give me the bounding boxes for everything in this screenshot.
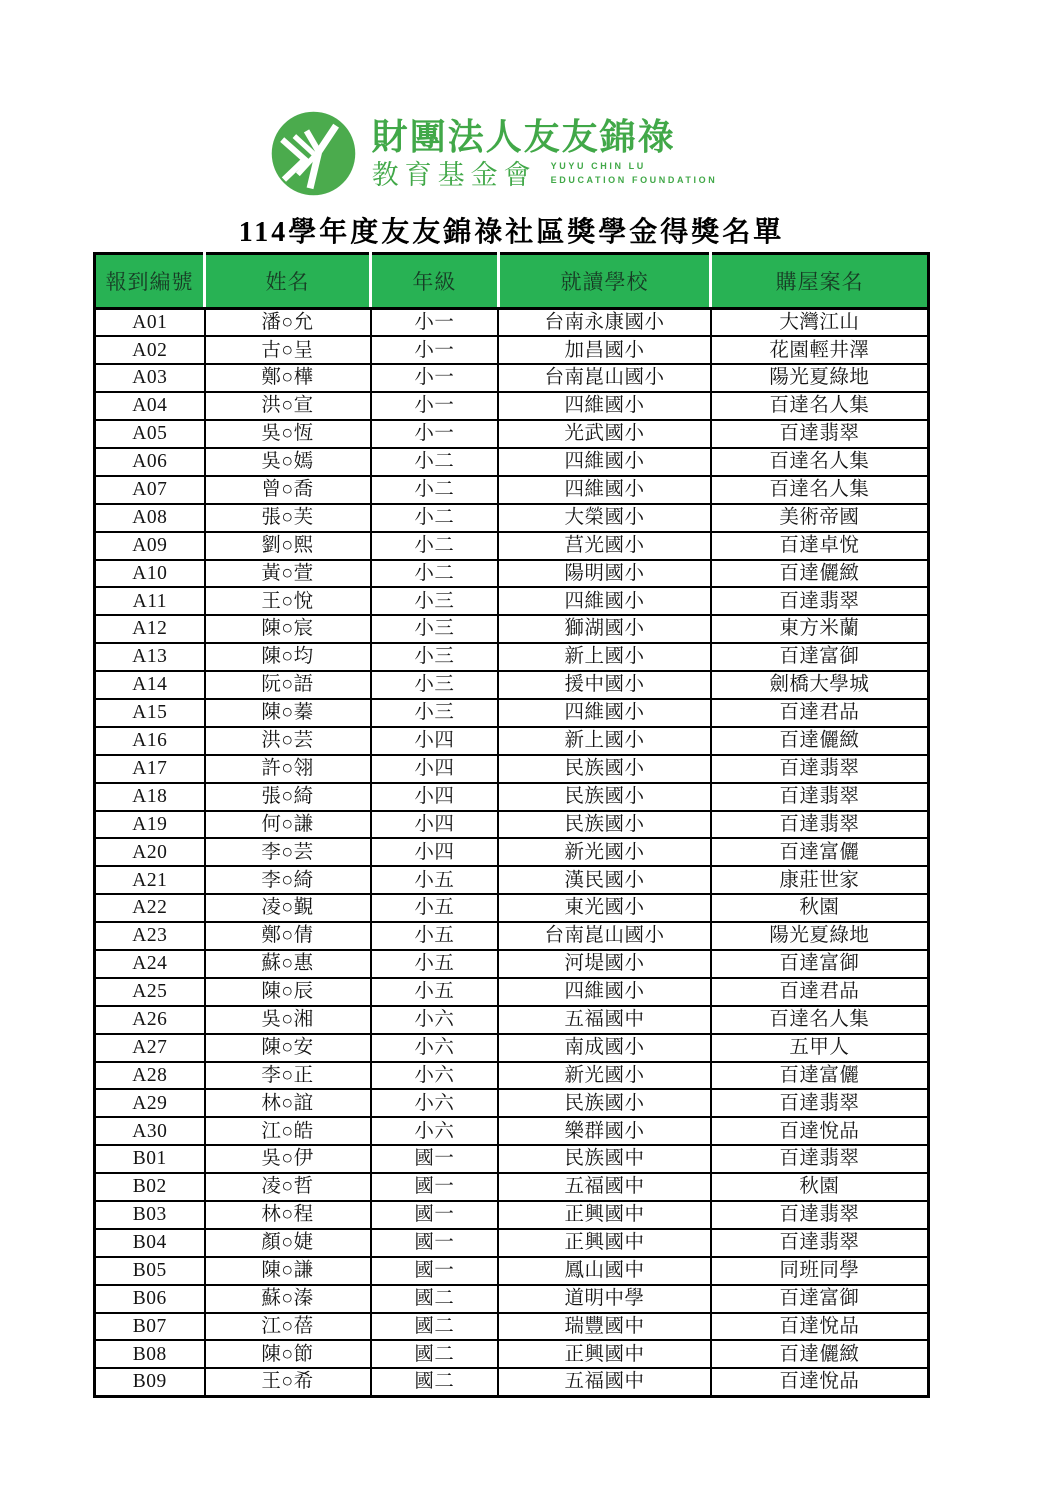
cell-grade: 小一 [371,364,499,392]
org-subname: 教育基金會 [371,159,537,190]
cell-checkin-id: A27 [95,1034,205,1062]
cell-grade: 國一 [371,1173,499,1201]
cell-grade: 國二 [371,1285,499,1313]
cell-checkin-id: A22 [95,894,205,922]
table-header-row [95,254,929,309]
cell-checkin-id: A05 [95,420,205,448]
cell-grade: 小六 [371,1006,499,1034]
cell-checkin-id: A29 [95,1089,205,1117]
cell-project: 百達儷緻 [711,560,929,588]
cell-project: 同班同學 [711,1257,929,1285]
table-row [95,894,929,922]
cell-school: 援中國小 [498,671,711,699]
table-row [95,1229,929,1257]
cell-school: 民族國中 [498,1145,711,1173]
cell-project: 劍橋大學城 [711,671,929,699]
cell-checkin-id: B01 [95,1145,205,1173]
cell-name: 劉○熙 [205,532,371,560]
cell-project: 百達儷緻 [711,1340,929,1368]
cell-grade: 小二 [371,532,499,560]
cell-project: 百達名人集 [711,1006,929,1034]
cell-grade: 小四 [371,838,499,866]
cell-project: 百達翡翠 [711,1229,929,1257]
org-en-line1: YUYU CHIN LU [550,160,646,171]
cell-grade: 小四 [371,783,499,811]
table-row [95,1257,929,1285]
cell-school: 五福國中 [498,1006,711,1034]
cell-grade: 小六 [371,1034,499,1062]
cell-project: 百達富儷 [711,1062,929,1090]
cell-name: 古○呈 [205,336,371,364]
cell-grade: 國一 [371,1145,499,1173]
cell-name: 鄭○樺 [205,364,371,392]
cell-project: 百達儷緻 [711,727,929,755]
cell-name: 陳○均 [205,643,371,671]
cell-grade: 小六 [371,1089,499,1117]
cell-school: 光武國小 [498,420,711,448]
cell-name: 林○程 [205,1201,371,1229]
cell-name: 蘇○溱 [205,1285,371,1313]
table-row [95,448,929,476]
table-row [95,1285,929,1313]
cell-name: 江○皓 [205,1117,371,1145]
cell-school: 民族國小 [498,811,711,839]
cell-name: 潘○允 [205,309,371,337]
cell-school: 大榮國小 [498,504,711,532]
cell-grade: 小二 [371,560,499,588]
cell-checkin-id: A17 [95,755,205,783]
cell-school: 正興國中 [498,1229,711,1257]
cell-school: 河堤國小 [498,950,711,978]
cell-checkin-id: A19 [95,811,205,839]
cell-school: 台南永康國小 [498,309,711,337]
cell-name: 陳○蓁 [205,699,371,727]
cell-name: 陳○節 [205,1340,371,1368]
table-row [95,420,929,448]
cell-name: 王○希 [205,1368,371,1396]
cell-grade: 小三 [371,615,499,643]
table-row [95,783,929,811]
cell-project: 五甲人 [711,1034,929,1062]
cell-name: 吳○嫣 [205,448,371,476]
table-row [95,950,929,978]
cell-name: 洪○芸 [205,727,371,755]
cell-checkin-id: A06 [95,448,205,476]
awards-table [93,252,930,1398]
cell-checkin-id: B09 [95,1368,205,1396]
cell-school: 漢民國小 [498,866,711,894]
cell-grade: 小四 [371,755,499,783]
table-row [95,476,929,504]
cell-project: 百達翡翠 [711,783,929,811]
cell-checkin-id: A09 [95,532,205,560]
cell-school: 新上國小 [498,643,711,671]
cell-project: 百達名人集 [711,392,929,420]
cell-name: 鄭○倩 [205,922,371,950]
table-row [95,1034,929,1062]
cell-grade: 小一 [371,336,499,364]
cell-school: 正興國中 [498,1201,711,1229]
cell-school: 東光國小 [498,894,711,922]
cell-school: 民族國小 [498,783,711,811]
cell-project: 陽光夏綠地 [711,364,929,392]
cell-checkin-id: B03 [95,1201,205,1229]
cell-project: 陽光夏綠地 [711,922,929,950]
cell-name: 凌○覲 [205,894,371,922]
cell-name: 曾○喬 [205,476,371,504]
org-name: 財團法人友友錦祿 [371,116,676,158]
cell-project: 百達悅品 [711,1313,929,1341]
cell-project: 百達富御 [711,1285,929,1313]
cell-grade: 小六 [371,1117,499,1145]
table-row [95,587,929,615]
table-row [95,336,929,364]
cell-name: 陳○宸 [205,615,371,643]
cell-project: 百達翡翠 [711,1145,929,1173]
table-row [95,727,929,755]
cell-checkin-id: A13 [95,643,205,671]
cell-checkin-id: B06 [95,1285,205,1313]
table-row [95,755,929,783]
cell-project: 百達翡翠 [711,1201,929,1229]
cell-name: 何○謙 [205,811,371,839]
cell-checkin-id: A14 [95,671,205,699]
cell-project: 百達富儷 [711,838,929,866]
cell-grade: 小一 [371,420,499,448]
cell-project: 百達悅品 [711,1368,929,1396]
cell-project: 百達君品 [711,699,929,727]
cell-grade: 小一 [371,309,499,337]
cell-school: 瑞豐國中 [498,1313,711,1341]
table-row [95,643,929,671]
cell-checkin-id: A24 [95,950,205,978]
cell-project: 百達富御 [711,950,929,978]
cell-grade: 小五 [371,922,499,950]
cell-grade: 小三 [371,643,499,671]
cell-project: 百達悅品 [711,1117,929,1145]
cell-school: 四維國小 [498,448,711,476]
org-en-line2: EDUCATION FOUNDATION [550,174,718,185]
cell-project: 秋園 [711,894,929,922]
cell-school: 正興國中 [498,1340,711,1368]
header-cell-checkin-id: 報到編號 [95,254,205,309]
cell-grade: 小二 [371,448,499,476]
cell-checkin-id: A23 [95,922,205,950]
cell-grade: 小二 [371,476,499,504]
cell-project: 百達君品 [711,978,929,1006]
cell-checkin-id: B04 [95,1229,205,1257]
cell-name: 陳○安 [205,1034,371,1062]
cell-school: 五福國中 [498,1368,711,1396]
cell-school: 獅湖國小 [498,615,711,643]
table-row [95,1089,929,1117]
cell-name: 吳○伊 [205,1145,371,1173]
cell-name: 江○蓓 [205,1313,371,1341]
cell-school: 四維國小 [498,392,711,420]
table-row [95,504,929,532]
cell-name: 張○綺 [205,783,371,811]
foundation-logo [75,110,912,197]
cell-school: 陽明國小 [498,560,711,588]
cell-grade: 小三 [371,587,499,615]
cell-checkin-id: A15 [95,699,205,727]
cell-grade: 國二 [371,1368,499,1396]
cell-grade: 國一 [371,1201,499,1229]
table-row [95,866,929,894]
cell-project: 康莊世家 [711,866,929,894]
table-row [95,1201,929,1229]
cell-name: 李○正 [205,1062,371,1090]
cell-grade: 小二 [371,504,499,532]
cell-school: 道明中學 [498,1285,711,1313]
cell-checkin-id: A01 [95,309,205,337]
cell-project: 美術帝國 [711,504,929,532]
table-row [95,1006,929,1034]
table-row [95,1368,929,1396]
cell-name: 洪○宣 [205,392,371,420]
cell-checkin-id: B02 [95,1173,205,1201]
cell-name: 黃○萱 [205,560,371,588]
cell-school: 新上國小 [498,727,711,755]
table-row [95,392,929,420]
cell-checkin-id: A04 [95,392,205,420]
cell-checkin-id: A02 [95,336,205,364]
table-row [95,364,929,392]
cell-school: 新光國小 [498,838,711,866]
cell-school: 鳳山國中 [498,1257,711,1285]
table-row [95,699,929,727]
table-row [95,978,929,1006]
cell-checkin-id: A10 [95,560,205,588]
table-row [95,1117,929,1145]
cell-school: 加昌國小 [498,336,711,364]
cell-checkin-id: A07 [95,476,205,504]
cell-project: 東方米蘭 [711,615,929,643]
cell-name: 許○翎 [205,755,371,783]
table-row [95,532,929,560]
cell-name: 李○綺 [205,866,371,894]
page-title: 114學年度友友錦祿社區獎學金得獎名單 [238,217,785,248]
cell-grade: 小五 [371,950,499,978]
cell-project: 百達翡翠 [711,420,929,448]
cell-name: 顏○婕 [205,1229,371,1257]
cell-school: 新光國小 [498,1062,711,1090]
header-cell-name: 姓名 [205,254,371,309]
org-english-name [551,160,718,191]
header-cell-grade: 年級 [371,254,499,309]
cell-checkin-id: A25 [95,978,205,1006]
cell-checkin-id: A18 [95,783,205,811]
cell-checkin-id: A20 [95,838,205,866]
table-row [95,922,929,950]
cell-grade: 國二 [371,1313,499,1341]
table-row [95,1173,929,1201]
cell-project: 百達名人集 [711,476,929,504]
table-row [95,1313,929,1341]
cell-checkin-id: A08 [95,504,205,532]
cell-checkin-id: A28 [95,1062,205,1090]
table-row [95,671,929,699]
cell-project: 百達翡翠 [711,1089,929,1117]
cell-name: 蘇○惠 [205,950,371,978]
cell-name: 李○芸 [205,838,371,866]
cell-project: 百達富御 [711,643,929,671]
cell-checkin-id: A03 [95,364,205,392]
cell-school: 四維國小 [498,476,711,504]
cell-grade: 小五 [371,894,499,922]
cell-school: 民族國小 [498,755,711,783]
cell-grade: 小四 [371,727,499,755]
cell-school: 四維國小 [498,978,711,1006]
cell-checkin-id: B05 [95,1257,205,1285]
cell-grade: 小四 [371,811,499,839]
cell-grade: 國一 [371,1229,499,1257]
table-row [95,309,929,337]
cell-name: 吳○恆 [205,420,371,448]
cell-checkin-id: A12 [95,615,205,643]
cell-checkin-id: A30 [95,1117,205,1145]
cell-grade: 小三 [371,699,499,727]
cell-school: 莒光國小 [498,532,711,560]
cell-project: 百達卓悅 [711,532,929,560]
cell-school: 台南崑山國小 [498,922,711,950]
cell-name: 張○芙 [205,504,371,532]
cell-name: 陳○謙 [205,1257,371,1285]
header-cell-project: 購屋案名 [711,254,929,309]
table-row [95,615,929,643]
cell-grade: 國一 [371,1257,499,1285]
table-row [95,1340,929,1368]
cell-project: 花園輕井澤 [711,336,929,364]
cell-name: 吳○湘 [205,1006,371,1034]
table-row [95,838,929,866]
cell-school: 樂群國小 [498,1117,711,1145]
cell-school: 台南崑山國小 [498,364,711,392]
cell-project: 秋園 [711,1173,929,1201]
cell-grade: 小五 [371,866,499,894]
cell-name: 凌○哲 [205,1173,371,1201]
cell-name: 王○悅 [205,587,371,615]
cell-project: 百達翡翠 [711,755,929,783]
cell-grade: 小三 [371,671,499,699]
cell-name: 阮○語 [205,671,371,699]
cell-grade: 國二 [371,1340,499,1368]
table-row [95,560,929,588]
cell-grade: 小五 [371,978,499,1006]
cell-name: 林○誼 [205,1089,371,1117]
cell-school: 五福國中 [498,1173,711,1201]
cell-school: 四維國小 [498,699,711,727]
table-row [95,1145,929,1173]
cell-project: 百達翡翠 [711,811,929,839]
cell-school: 南成國小 [498,1034,711,1062]
cell-project: 百達翡翠 [711,587,929,615]
cell-checkin-id: A16 [95,727,205,755]
header-cell-school: 就讀學校 [498,254,711,309]
cell-checkin-id: B08 [95,1340,205,1368]
cell-grade: 小一 [371,392,499,420]
cell-project: 百達名人集 [711,448,929,476]
cell-grade: 小六 [371,1062,499,1090]
yy-foundation-mark-icon [270,110,357,197]
cell-project: 大灣江山 [711,309,929,337]
cell-checkin-id: A26 [95,1006,205,1034]
cell-checkin-id: B07 [95,1313,205,1341]
cell-name: 陳○辰 [205,978,371,1006]
table-row [95,1062,929,1090]
cell-checkin-id: A11 [95,587,205,615]
cell-school: 四維國小 [498,587,711,615]
cell-checkin-id: A21 [95,866,205,894]
cell-school: 民族國小 [498,1089,711,1117]
table-row [95,811,929,839]
